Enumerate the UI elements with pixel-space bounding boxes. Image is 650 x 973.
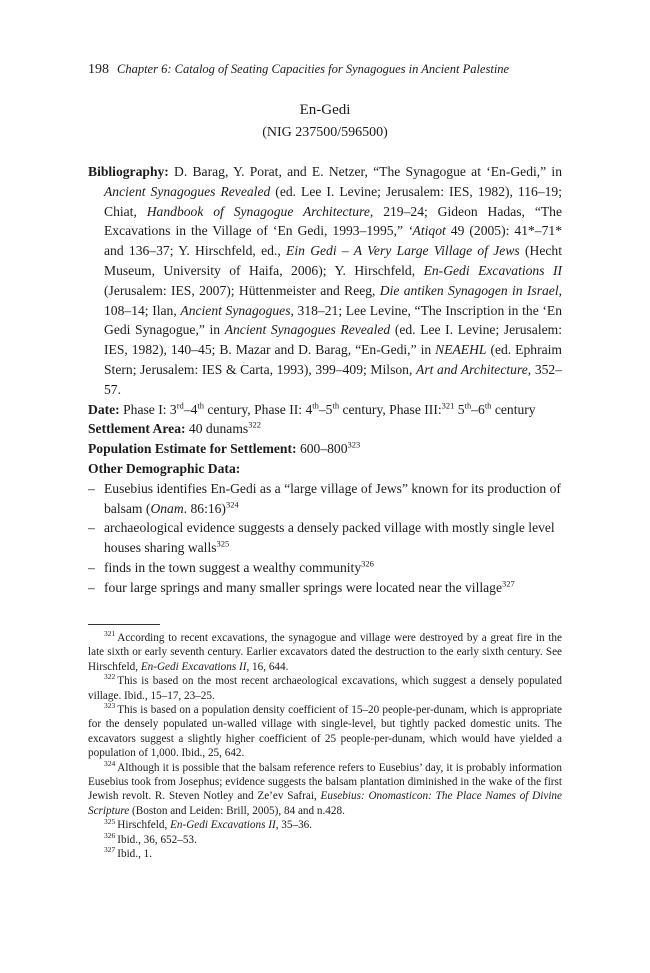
footnote-number: 326: [104, 830, 116, 840]
footnote-number: 324: [104, 758, 116, 768]
ordinal-suffix: th: [484, 400, 492, 411]
bib-text: D. Barag, Y. Porat, and E. Netzer, “The Synagogue at ‘En-Gedi,” in: [168, 164, 562, 179]
footnote-ref[interactable]: 327: [502, 578, 515, 589]
footnote-title: Eusebius: Onomasticon: The Place Names of Divine Scripture: [88, 790, 562, 817]
date-text: –5: [318, 401, 333, 417]
footnote-text: , 35–36.: [275, 819, 313, 832]
bib-text: (Hecht Museum, University of Haifa, 2006); Y. Hirschfeld,: [104, 243, 562, 278]
bib-title: Art and Architecture: [416, 361, 528, 377]
footnote-ref[interactable]: 324: [225, 499, 239, 510]
date-text: –6: [471, 401, 485, 417]
bib-title: En-Gedi Excavations II: [423, 262, 562, 278]
list-text: Eusebius identifies En-Gedi as a “large village of Jews” known for its production of balsam (: [104, 480, 561, 516]
list-dash: –: [88, 520, 95, 536]
footnote-ref[interactable]: 322: [248, 419, 261, 430]
list-dash: –: [88, 579, 95, 595]
ordinal-suffix: th: [332, 400, 340, 411]
footnote-323: [88, 703, 562, 761]
footnote-ref[interactable]: 323: [347, 439, 361, 450]
page-number: 198: [88, 62, 109, 77]
list-text: . 86:16): [183, 500, 226, 516]
date-text: –4: [183, 401, 198, 417]
bib-title: Ein Gedi – A Very Large Village of Jews: [286, 243, 520, 259]
footnote-text: Although it is possible that the balsam reference refers to Eusebius’ day, it is probably information Eusebius took from Josephus; evidence suggests the balsam plantation diminished in the wake of the first Jewish revolt. R. Steven Notley and Ze’ev Safrai,: [88, 761, 562, 803]
list-text: finds in the town suggest a wealthy community: [104, 559, 362, 575]
bib-title: Die antiken Synagogen in Israel: [379, 282, 559, 298]
footnote-number: 327: [104, 845, 116, 855]
demographic-list: [88, 479, 562, 598]
bib-text: (ed. Lee I. Levine; Jerusalem: IES, 1982), 140–45; B. Mazar and D. Barag, “En-Gedi,” in: [104, 322, 562, 358]
population-value: 600–800: [296, 441, 348, 457]
list-item: [88, 479, 562, 519]
list-title: Onam: [150, 500, 184, 516]
other-data-label: Other Demographic Data:: [88, 460, 241, 476]
bib-title: Ancient Synagogues: [180, 302, 291, 318]
list-item: [88, 558, 562, 578]
bib-text: 219–24; Gideon Hadas, “The Excavations in the Village of ‘En Gedi, 1993–1995,”: [104, 203, 562, 239]
bib-text: , 318–21; Lee Levine, “The Inscription in the ‘En Gedi Synagogue,” in: [104, 302, 563, 338]
population-paragraph: [88, 439, 562, 459]
ordinal-suffix: th: [197, 400, 205, 411]
footnote-ref[interactable]: 325: [216, 538, 230, 549]
bib-text: (ed. Ephraim Stern; Jerusalem: IES & Carta, 1993), 399–409; Milson,: [104, 342, 562, 377]
footnote-number: 325: [104, 816, 116, 826]
bib-text: , 108–14; Ilan,: [104, 282, 563, 318]
footnote-text: This is based on the most recent archaeological excavations, which suggest a densely populated village. Ibid., 15–17, 23–25.: [88, 675, 562, 702]
footnote-321: [88, 631, 562, 674]
list-dash: –: [88, 480, 95, 496]
footnote-326: [88, 830, 562, 847]
bib-text: (Jerusalem: IES, 2007); Hüttenmeister and Reeg,: [104, 282, 380, 298]
footnote-title: En-Gedi Excavations II: [140, 660, 247, 673]
footnote-325: [88, 818, 562, 832]
footnote-text: Ibid., 36, 652–53.: [117, 833, 197, 846]
footnote-text: , 16, 644.: [246, 660, 289, 673]
footnote-327: [88, 847, 562, 861]
footnote-number: 321: [104, 629, 116, 639]
list-text: four large springs and many smaller springs were located near the village: [104, 579, 502, 595]
list-text: archaeological evidence suggests a densely packed village with mostly single level houses sharing walls: [104, 520, 555, 556]
settlement-label: Settlement Area:: [88, 421, 186, 437]
settlement-value: 40 dunams: [185, 421, 249, 437]
footnote-text: According to recent excavations, the synagogue and village were destroyed by a great fire in the late sixth or early seventh century. Earlier excavators dated the destruction to the early sixth century. See Hirschfeld,: [88, 632, 562, 673]
list-item: [88, 578, 562, 598]
footnote-divider: [88, 624, 160, 625]
bib-title: Ancient Synagogues Revealed: [104, 183, 271, 199]
list-dash: –: [88, 559, 95, 575]
bib-text: (ed. Lee I. Levine; Jerusalem: IES, 1982), 116–19; Chiat,: [104, 183, 562, 219]
date-text: 5: [454, 401, 465, 417]
ordinal-suffix: rd: [176, 400, 184, 411]
bibliography-label: Bibliography:: [88, 164, 169, 179]
date-text: century, Phase III:: [339, 401, 442, 417]
settlement-paragraph: [88, 419, 562, 439]
ordinal-suffix: th: [464, 400, 472, 411]
date-label: Date:: [88, 401, 120, 417]
footnote-text: This is based on a population density coefficient of 15–20 people-per-dunam, which is appropriate for the densely populated un-walled village with single-level, but tightly packed domestic units. The excavators suggest a slightly higher coefficient of 25 people-per-dunam, which would have yielded a population of 1,000. Ibid., 25, 642.: [88, 704, 562, 760]
footnote-ref[interactable]: 326: [361, 558, 374, 569]
date-paragraph: [88, 400, 562, 420]
bib-title: ‘Atiqot: [408, 223, 446, 239]
bib-text: , 352–57.: [104, 361, 563, 397]
footnote-text: Ibid., 1.: [117, 848, 153, 861]
list-item: [88, 518, 562, 558]
entry-grid-reference: (NIG 237500/596500): [262, 125, 388, 140]
other-data-heading: [88, 459, 562, 479]
footnote-text: Hirschfeld,: [117, 819, 171, 832]
bib-title: Handbook of Synagogue Architecture,: [146, 203, 374, 219]
footnote-322: [88, 674, 562, 703]
footnotes: [88, 631, 562, 862]
bib-title: Ancient Synagogues Revealed: [224, 322, 391, 338]
population-label: Population Estimate for Settlement:: [88, 441, 297, 457]
bib-title: NEAEHL: [435, 342, 487, 358]
footnote-title: En-Gedi Excavations II: [170, 819, 276, 832]
ordinal-suffix: th: [312, 400, 319, 411]
footnote-number: 322: [104, 672, 116, 682]
date-text: century: [491, 401, 536, 417]
date-text: Phase I: 3: [119, 401, 177, 417]
entry-title: En-Gedi: [299, 102, 351, 118]
running-head: [88, 62, 568, 78]
footnote-324: [88, 758, 562, 819]
date-text: century, Phase II: 4: [204, 401, 313, 417]
footnote-text: (Boston and Leiden: Brill, 2005), 84 and n.428.: [129, 804, 345, 817]
footnote-ref[interactable]: 321: [441, 400, 455, 411]
bib-text: 49 (2005): 41*–71* and 136–37; Y. Hirschfeld, ed.,: [104, 223, 562, 259]
main-text: [88, 162, 562, 598]
bibliography-paragraph: [88, 162, 562, 400]
running-title: Chapter 6: Catalog of Seating Capacities for Synagogues in Ancient Palestine: [117, 62, 510, 76]
footnote-number: 323: [104, 701, 116, 711]
